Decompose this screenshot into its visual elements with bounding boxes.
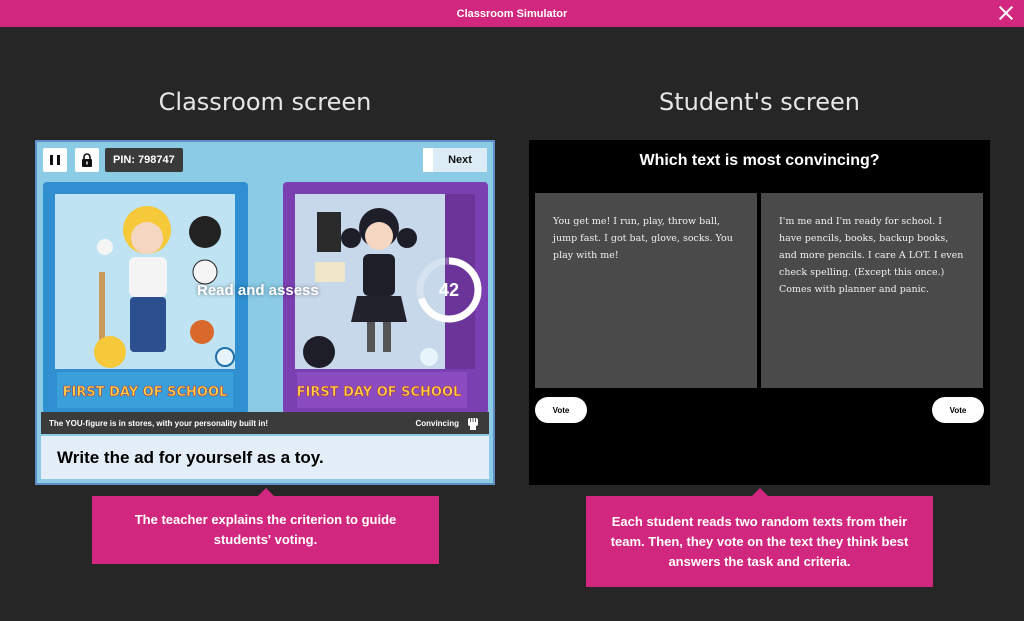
task-box [41,436,489,479]
student-screen-heading: Student's screen [659,88,860,116]
next-button[interactable]: Next [423,148,487,172]
svg-text:FIRST DAY OF SCHOOL: FIRST DAY OF SCHOOL [296,385,462,400]
fist-icon [465,415,481,431]
timer-value: 42 [438,279,460,300]
classroom-screen [35,140,495,485]
criterion-label: Convincing [415,418,459,428]
student-callout: Each student reads two random texts from their team. Then, they vote on the text they think best answers the task and criteria. [586,496,933,587]
teacher-callout: The teacher explains the criterion to guide students' voting. [92,496,439,564]
lock-button[interactable] [75,148,99,172]
pause-button[interactable] [43,148,67,172]
classroom-screen-heading: Classroom screen [158,88,372,116]
student-screen [529,140,990,485]
voting-question: Which text is most convincing? [639,152,880,169]
info-bar [41,412,489,434]
close-icon[interactable] [996,3,1016,23]
window-title: Classroom Simulator [456,7,568,20]
pause-icon [50,155,60,165]
vote-button-b[interactable]: Vote [932,397,984,423]
text-card-b: I'm me and I'm ready for school. I have pencils, books, backup books, and more pencils. I care A LOT. I even check spelling. (Except this once.) Comes with planner and panic. [761,193,983,388]
title-bar [0,0,1024,27]
task-description: The YOU-figure is in stores, with your personality built in! [49,418,268,428]
svg-text:FIRST DAY OF SCHOOL: FIRST DAY OF SCHOOL [62,385,228,400]
text-card-a: You get me! I run, play, throw ball, jump fast. I got bat, glove, socks. You play with me! [535,193,757,388]
pin-code: PIN: 798747 [105,148,183,172]
lock-icon [81,153,93,167]
vote-button-a[interactable]: Vote [535,397,587,423]
task-prompt: Write the ad for yourself as a toy. [57,447,324,467]
phase-label: Read and assess [197,282,319,299]
